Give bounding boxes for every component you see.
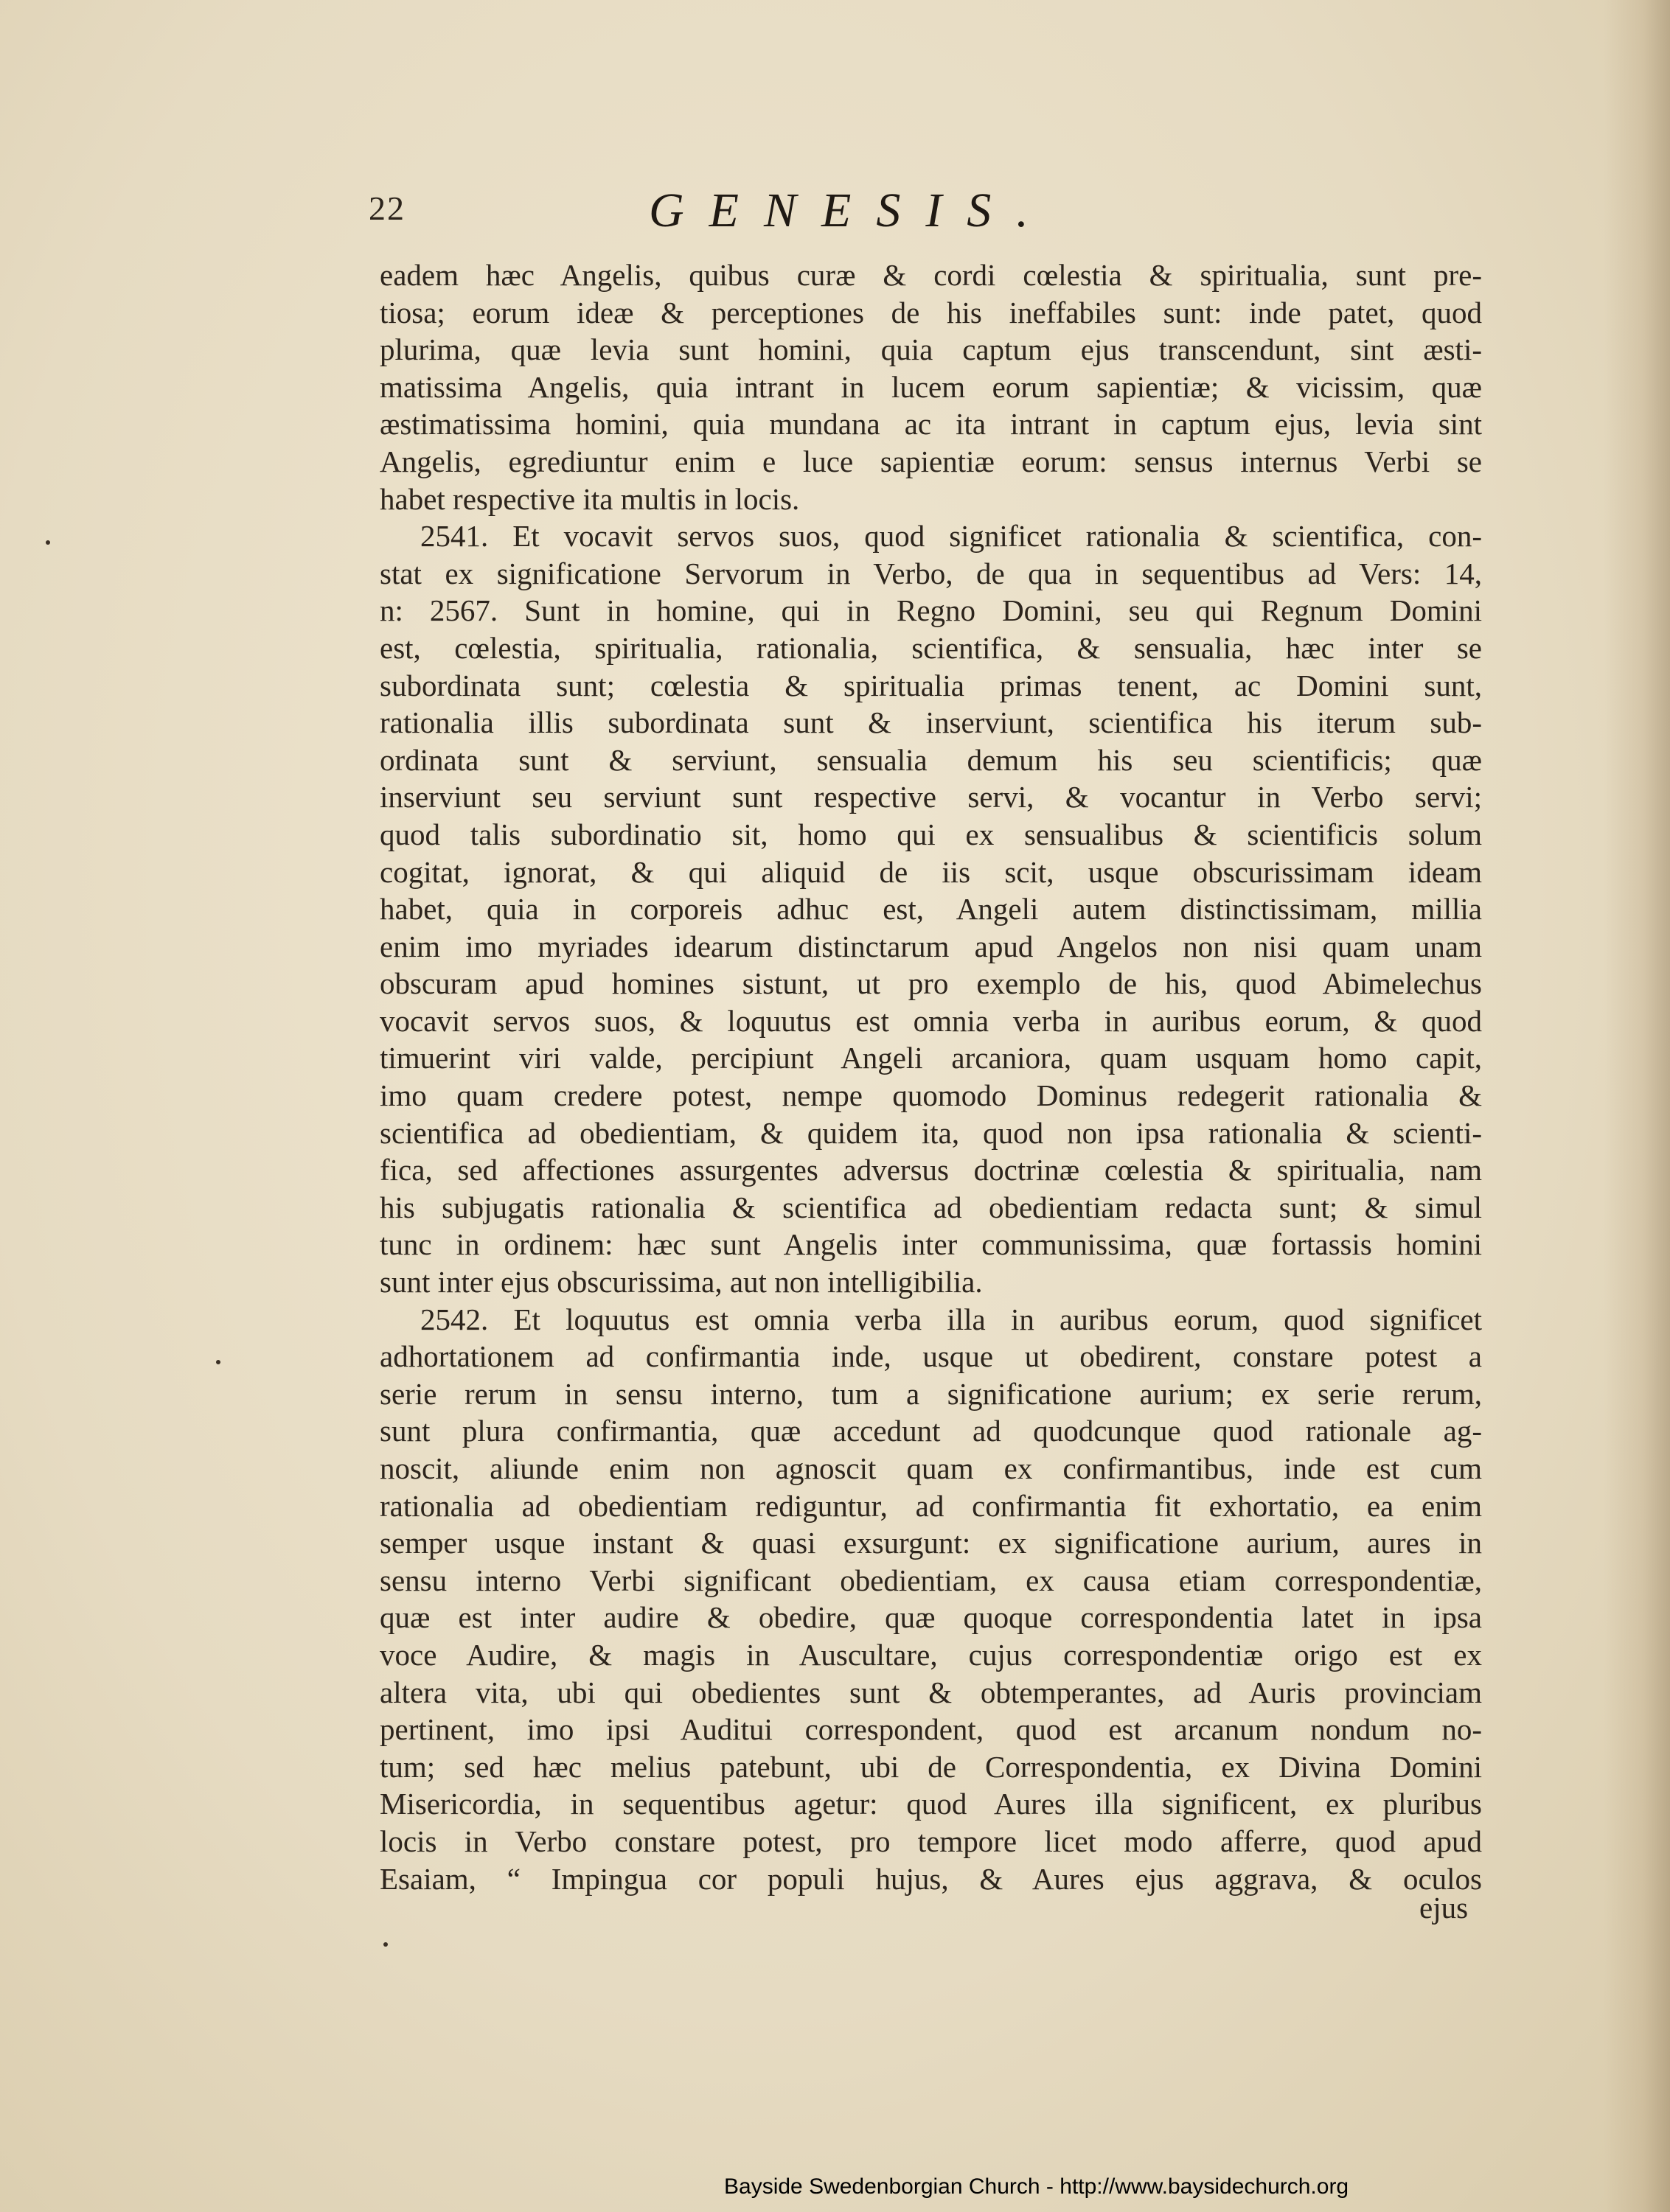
text-line: voce Audire, & magis in Auscultare, cujus correspondentiæ origo est ex [380, 1637, 1482, 1672]
page-number: 22 [369, 189, 406, 227]
text-line: habet respective ita multis in locis. [380, 481, 800, 516]
text-line: enim imo myriades idearum distinctarum apud Angelos non nisi quam unam [380, 929, 1482, 963]
ink-speck [46, 540, 50, 545]
catchword: ejus [1419, 1891, 1469, 1925]
text-line: sunt plura confirmantia, quæ accedunt ad quodcunque quod rationale ag- [380, 1414, 1482, 1448]
text-line: noscit, aliunde enim non agnoscit quam ex confirmantibus, inde est cum [380, 1451, 1482, 1485]
text-line: ordinata sunt & serviunt, sensualia demum his seu scientificis; quæ [380, 742, 1482, 777]
text-line: semper usque instant & quasi exsurgunt: ex significatione aurium, aures in [380, 1526, 1482, 1560]
text-line: tum; sed hæc melius patebunt, ubi de Correspondentia, ex Divina Domini [380, 1749, 1482, 1784]
ink-speck [383, 1942, 388, 1947]
text-line: serie rerum in sensu interno, tum a significatione aurium; ex serie rerum, [380, 1376, 1482, 1411]
text-line: n: 2567. Sunt in homine, qui in Regno Domini, seu qui Regnum Domini [380, 593, 1482, 628]
text-line: inserviunt seu serviunt sunt respective servi, & vocantur in Verbo servi; [380, 780, 1482, 814]
text-line: altera vita, ubi qui obedientes sunt & obtemperantes, ad Auris provinciam [380, 1675, 1482, 1709]
body-text [380, 257, 1482, 1897]
text-line: timuerint viri valde, percipiunt Angeli arcaniora, quam usquam homo capit, [380, 1041, 1482, 1075]
text-line: 2541. Et vocavit servos suos, quod significet rationalia & scientifica, con- [420, 519, 1482, 554]
text-line: imo quam credere potest, nempe quomodo Dominus redegerit rationalia & [380, 1078, 1482, 1113]
text-line: plurima, quæ levia sunt homini, quia captum ejus transcendunt, sint æsti- [380, 332, 1482, 367]
text-line: obscuram apud homines sistunt, ut pro exemplo de his, quod Abimelechus [380, 966, 1482, 1001]
text-line: stat ex significatione Servorum in Verbo, de qua in sequentibus ad Vers: 14, [380, 556, 1482, 590]
text-line: Misericordia, in sequentibus agetur: quod Aures illa significent, ex pluribus [380, 1787, 1482, 1821]
page-header [369, 183, 1489, 242]
ink-speck [216, 1360, 220, 1364]
running-title: GENESIS. [649, 184, 1054, 237]
text-line: sensu interno Verbi significant obedientiam, ex causa etiam correspondentiæ, [380, 1563, 1482, 1597]
text-line: fica, sed affectiones assurgentes adversus doctrinæ cœlestia & spiritualia, nam [380, 1153, 1482, 1187]
text-line: cogitat, ignorat, & qui aliquid de iis scit, usque obscurissimam ideam [380, 854, 1482, 889]
text-line: his subjugatis rationalia & scientifica ad obedientiam redacta sunt; & simul [380, 1190, 1482, 1224]
text-line: sunt inter ejus obscurissima, aut non intelligibilia. [380, 1265, 983, 1299]
source-credit: Bayside Swedenborgian Church - http://www.baysidechurch.org [724, 2174, 1349, 2199]
text-line: subordinata sunt; cœlestia & spiritualia primas tenent, ac Domini sunt, [380, 668, 1482, 702]
text-line: rationalia illis subordinata sunt & inserviunt, scientifica his iterum sub- [380, 705, 1482, 740]
text-line: tunc in ordinem: hæc sunt Angelis inter communissima, quæ fortassis homini [380, 1227, 1482, 1262]
text-line: locis in Verbo constare potest, pro tempore licet modo afferre, quod apud [380, 1824, 1482, 1858]
text-line: 2542. Et loquutus est omnia verba illa in auribus eorum, quod significet [420, 1302, 1482, 1336]
text-line: pertinent, imo ipsi Auditui correspondent, quod est arcanum nondum no- [380, 1712, 1482, 1747]
page-edge-shadow [1604, 0, 1670, 2212]
text-line: adhortationem ad confirmantia inde, usque ut obedirent, constare potest a [380, 1339, 1482, 1374]
text-line: scientifica ad obedientiam, & quidem ita, quod non ipsa rationalia & scienti- [380, 1115, 1482, 1150]
text-line: æstimatissima homini, quia mundana ac ita intrant in captum ejus, levia sint [380, 407, 1482, 442]
text-line: eadem hæc Angelis, quibus curæ & cordi cœlestia & spiritualia, sunt pre- [380, 258, 1482, 292]
text-line: quæ est inter audire & obedire, quæ quoque correspondentia latet in ipsa [380, 1600, 1482, 1635]
text-line: Esaiam, “ Impingua cor populi hujus, & Aures ejus aggrava, & oculos [380, 1861, 1482, 1896]
text-line: Angelis, egrediuntur enim e luce sapientiæ eorum: sensus internus Verbi se [380, 444, 1482, 478]
text-line: matissima Angelis, quia intrant in lucem eorum sapientiæ; & vicissim, quæ [380, 369, 1482, 404]
text-line: quod talis subordinatio sit, homo qui ex sensualibus & scientificis solum [380, 817, 1482, 851]
text-line: habet, quia in corporeis adhuc est, Angeli autem distinctissimam, millia [380, 892, 1482, 927]
text-line: est, cœlestia, spiritualia, rationalia, scientifica, & sensualia, hæc inter se [380, 630, 1482, 665]
text-line: tiosa; eorum ideæ & perceptiones de his ineffabiles sunt: inde patet, quod [380, 295, 1482, 329]
text-line: vocavit servos suos, & loquutus est omnia verba in auribus eorum, & quod [380, 1003, 1482, 1038]
text-line: rationalia ad obedientiam rediguntur, ad confirmantia fit exhortatio, ea enim [380, 1488, 1482, 1523]
